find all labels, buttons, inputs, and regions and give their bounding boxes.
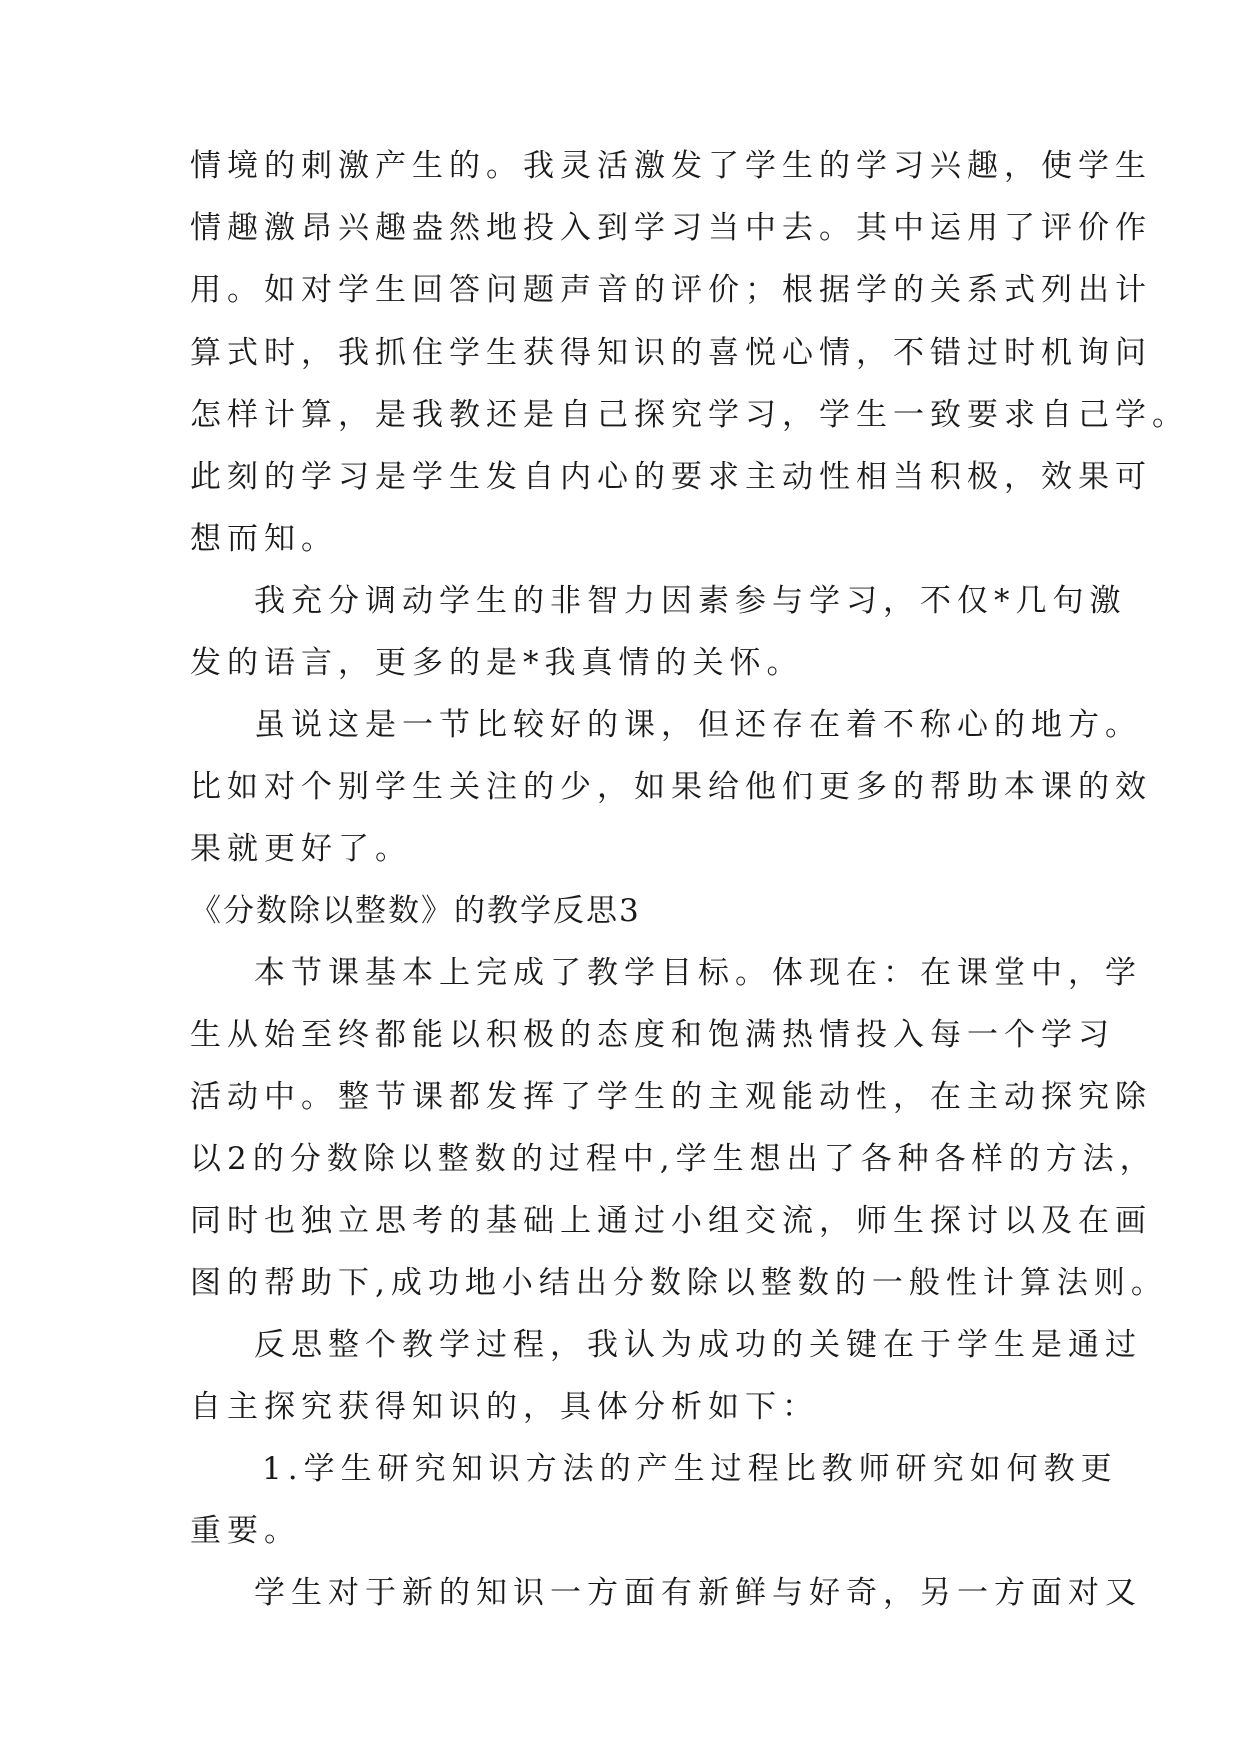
text-line: 情趣激昂兴趣盎然地投入到学习当中去。其中运用了评价作 xyxy=(190,210,1152,246)
text-line: 以2的分数除以整数的过程中,学生想出了各种各样的方法， xyxy=(190,1141,1157,1177)
paragraph-start-line: 学生对于新的知识一方面有新鲜与好奇，另一方面对又 xyxy=(254,1575,1142,1611)
text-line: 情境的刺激产生的。我灵活激发了学生的学习兴趣，使学生 xyxy=(190,148,1152,184)
text-line: 生从始至终都能以积极的态度和饱满热情投入每一个学习 xyxy=(190,1017,1115,1053)
paragraph-start-line: 虽说这是一节比较好的课，但还存在着不称心的地方。 xyxy=(254,707,1142,743)
text-line: 算式时，我抓住学生获得知识的喜悦心情，不错过时机询问 xyxy=(190,335,1152,371)
paragraph-start-line: 我充分调动学生的非智力因素参与学习，不仅*几句激 xyxy=(254,583,1127,619)
paragraph-start-line: 本节课基本上完成了教学目标。体现在：在课堂中，学 xyxy=(254,955,1142,991)
text-line: 比如对个别学生关注的少，如果给他们更多的帮助本课的效 xyxy=(190,769,1152,805)
text-line: 活动中。整节课都发挥了学生的主观能动性，在主动探究除 xyxy=(190,1079,1152,1115)
text-line: 果就更好了。 xyxy=(190,831,412,867)
section-heading: 《分数除以整数》的教学反思3 xyxy=(190,893,641,929)
text-line: 同时也独立思考的基础上通过小组交流，师生探讨以及在画 xyxy=(190,1203,1152,1239)
paragraph-start-line: 反思整个教学过程，我认为成功的关键在于学生是通过 xyxy=(254,1327,1142,1363)
text-line: 图的帮助下,成功地小结出分数除以整数的一般性计算法则。 xyxy=(190,1265,1168,1301)
text-line: 发的语言，更多的是*我真情的关怀。 xyxy=(190,645,804,681)
text-line: 重要。 xyxy=(190,1513,301,1549)
text-line: 怎样计算，是我教还是自己探究学习，学生一致要求自己学。 xyxy=(190,397,1189,433)
list-item-line: 1.学生研究知识方法的产生过程比教师研究如何教更 xyxy=(262,1451,1118,1487)
text-line: 想而知。 xyxy=(190,521,338,557)
text-line: 用。如对学生回答问题声音的评价；根据学的关系式列出计 xyxy=(190,272,1152,308)
text-line: 此刻的学习是学生发自内心的要求主动性相当积极，效果可 xyxy=(190,459,1152,495)
text-line: 自主探究获得知识的，具体分析如下： xyxy=(190,1389,819,1425)
